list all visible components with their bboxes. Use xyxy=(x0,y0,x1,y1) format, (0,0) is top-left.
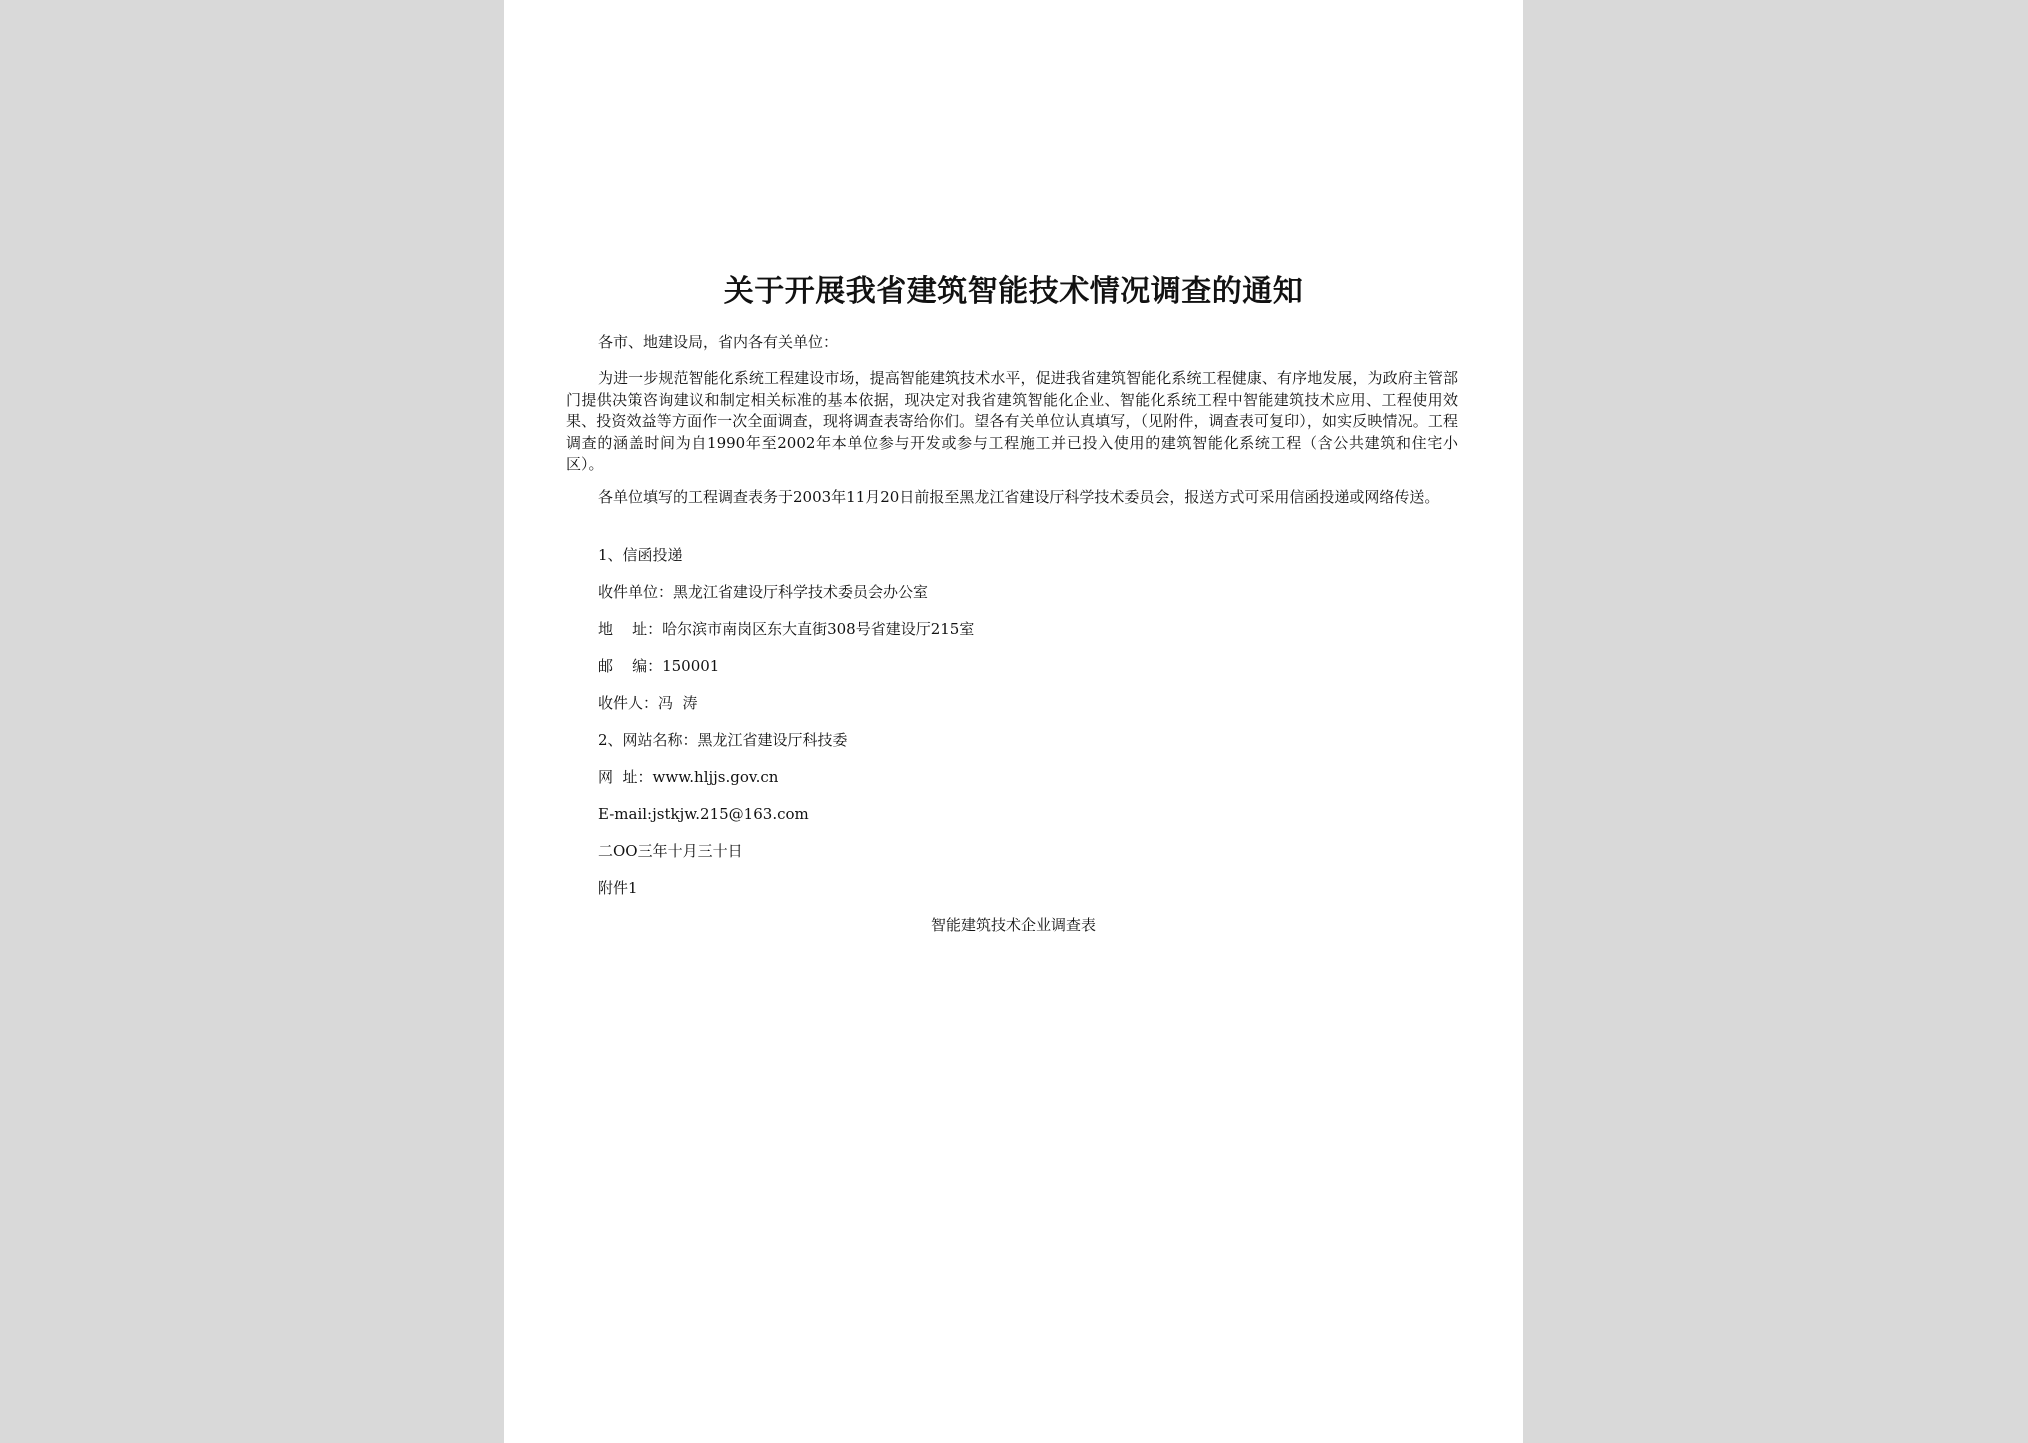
mailing-address: 地 址：哈尔滨市南岗区东大直街308号省建设厅215室 xyxy=(598,620,975,638)
website-url: 网 址：www.hljjs.gov.cn xyxy=(598,768,779,786)
body-paragraph-1: 为进一步规范智能化系统工程建设市场，提高智能建筑技术水平，促进我省建筑智能化系统工程健康、有序地发展，为政府主管部门提供决策咨询建议和制定相关标准的基本依据，现决定对我省建筑智能化企业、智能化系统工程中智能建筑技术应用、工程使用效果、投资效益等方面作一次全面调查，现将调查表寄给你们。望各有关单位认真填写，（见附件，调查表可复印），如实反映情况。工程调查的涵盖时间为自1990年至2002年本单位参与开发或参与工程施工并已投入使用的建筑智能化系统工程（含公共建筑和住宅小区）。 xyxy=(566,369,1458,473)
contact-email: E-mail:jstkjw.215@163.com xyxy=(598,805,809,823)
document-page xyxy=(504,0,1523,1443)
survey-table-title: 智能建筑技术企业调查表 xyxy=(930,916,1096,934)
body-paragraph-2: 各单位填写的工程调查表务于2003年11月20日前报至黑龙江省建设厅科学技术委员会，报送方式可采用信函投递或网络传送。 xyxy=(598,488,1440,506)
postal-code: 邮 编：150001 xyxy=(598,657,720,675)
delivery-method-mail: 1、信函投递 xyxy=(598,546,683,564)
attachment-label: 附件1 xyxy=(598,879,638,897)
recipient-person: 收件人：冯 涛 xyxy=(598,694,698,712)
document-date: 二OO三年十月三十日 xyxy=(598,842,743,860)
salutation: 各市、地建设局，省内各有关单位： xyxy=(598,333,839,351)
notice-title: 关于开展我省建筑智能技术情况调查的通知 xyxy=(723,274,1304,309)
website-name: 2、网站名称：黑龙江省建设厅科技委 xyxy=(598,731,848,749)
recipient-unit: 收件单位：黑龙江省建设厅科学技术委员会办公室 xyxy=(598,583,929,601)
